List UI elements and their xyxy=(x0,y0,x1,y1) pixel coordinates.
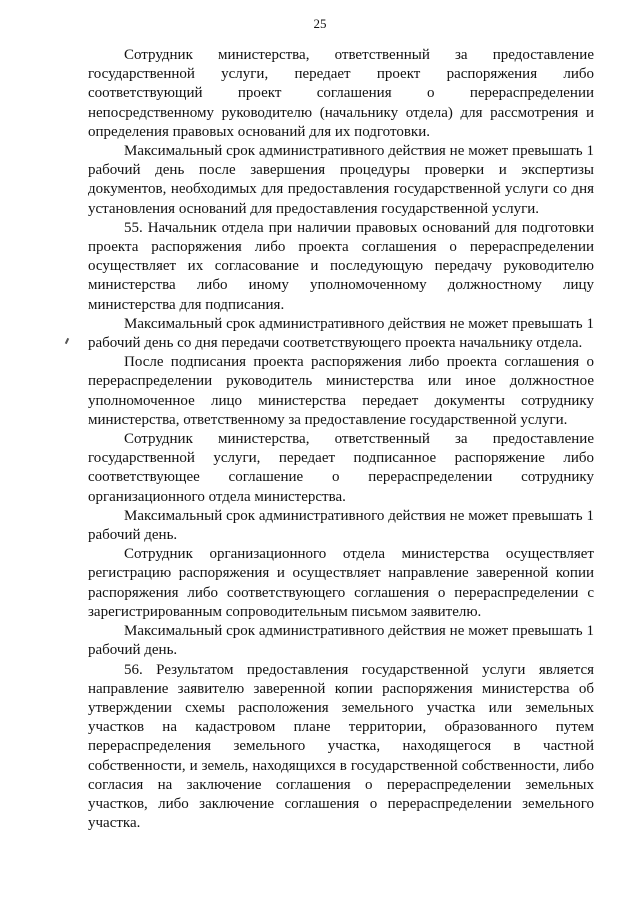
paragraph: Сотрудник министерства, ответственный за предоставление государственной услуги, передает проект распоряжения либо соответствующий проект соглашения о перераспределении непосредственному руководителю (начальнику отдела) для рассмотрения и определения правовых оснований для их подготовки. xyxy=(88,47,594,140)
paragraph: После подписания проекта распоряжения либо проекта соглашения о перераспределении руководитель министерства или иное должностное уполномоченное лицо министерства передает документы сотруднику министерства, ответственному за предоставление государственной услуги. xyxy=(88,354,594,428)
paragraph: 55. Начальник отдела при наличии правовых оснований для подготовки проекта распоряжения либо проекта соглашения о перераспределении осуществляет их согласование и последующую передачу руководителю министерства либо иному уполномоченному должностному лицу министерства для подписания. xyxy=(88,219,594,313)
paragraph: Сотрудник организационного отдела министерства осуществляет регистрацию распоряжения и осуществляет направление заверенной копии распоряжения либо соответствующего соглашения о перераспределении с зарегистрированным сопроводительным письмом заявителю. xyxy=(88,546,594,620)
paragraph: Максимальный срок административного действия не может превышать 1 рабочий день. xyxy=(88,623,594,659)
page-number: 25 xyxy=(313,16,327,31)
paragraph: Сотрудник министерства, ответственный за предоставление государственной услуги, передает подписанное распоряжение либо соответствующее соглашение о перераспределении сотруднику организационного отдела министерства. xyxy=(88,431,594,505)
margin-mark xyxy=(65,338,69,344)
paragraph: Максимальный срок административного действия не может превышать 1 рабочий день после завершения процедуры проверки и экспертизы документов, необходимых для предоставления государственной услуги со дня установления оснований для предоставления государственной услуги. xyxy=(88,143,594,217)
document-body xyxy=(88,46,594,833)
paragraph: Максимальный срок административного действия не может превышать 1 рабочий день со дня передачи соответствующего проекта начальнику отдела. xyxy=(88,315,594,352)
paragraph: Максимальный срок административного действия не может превышать 1 рабочий день. xyxy=(88,507,594,544)
paragraph: 56. Результатом предоставления государственной услуги является направление заявителю заверенной копии распоряжения министерства об утверждении схемы расположения земельного участка или земельных участков на кадастровом плане территории, образованного путем перераспределения земельного участка, находящегося в частной собственности, и земель, находящихся в государственной собственности, либо согласия на заключение соглашения о перераспределении земельных участков, либо заключение соглашения о перераспределении земельного участка. xyxy=(88,661,594,832)
